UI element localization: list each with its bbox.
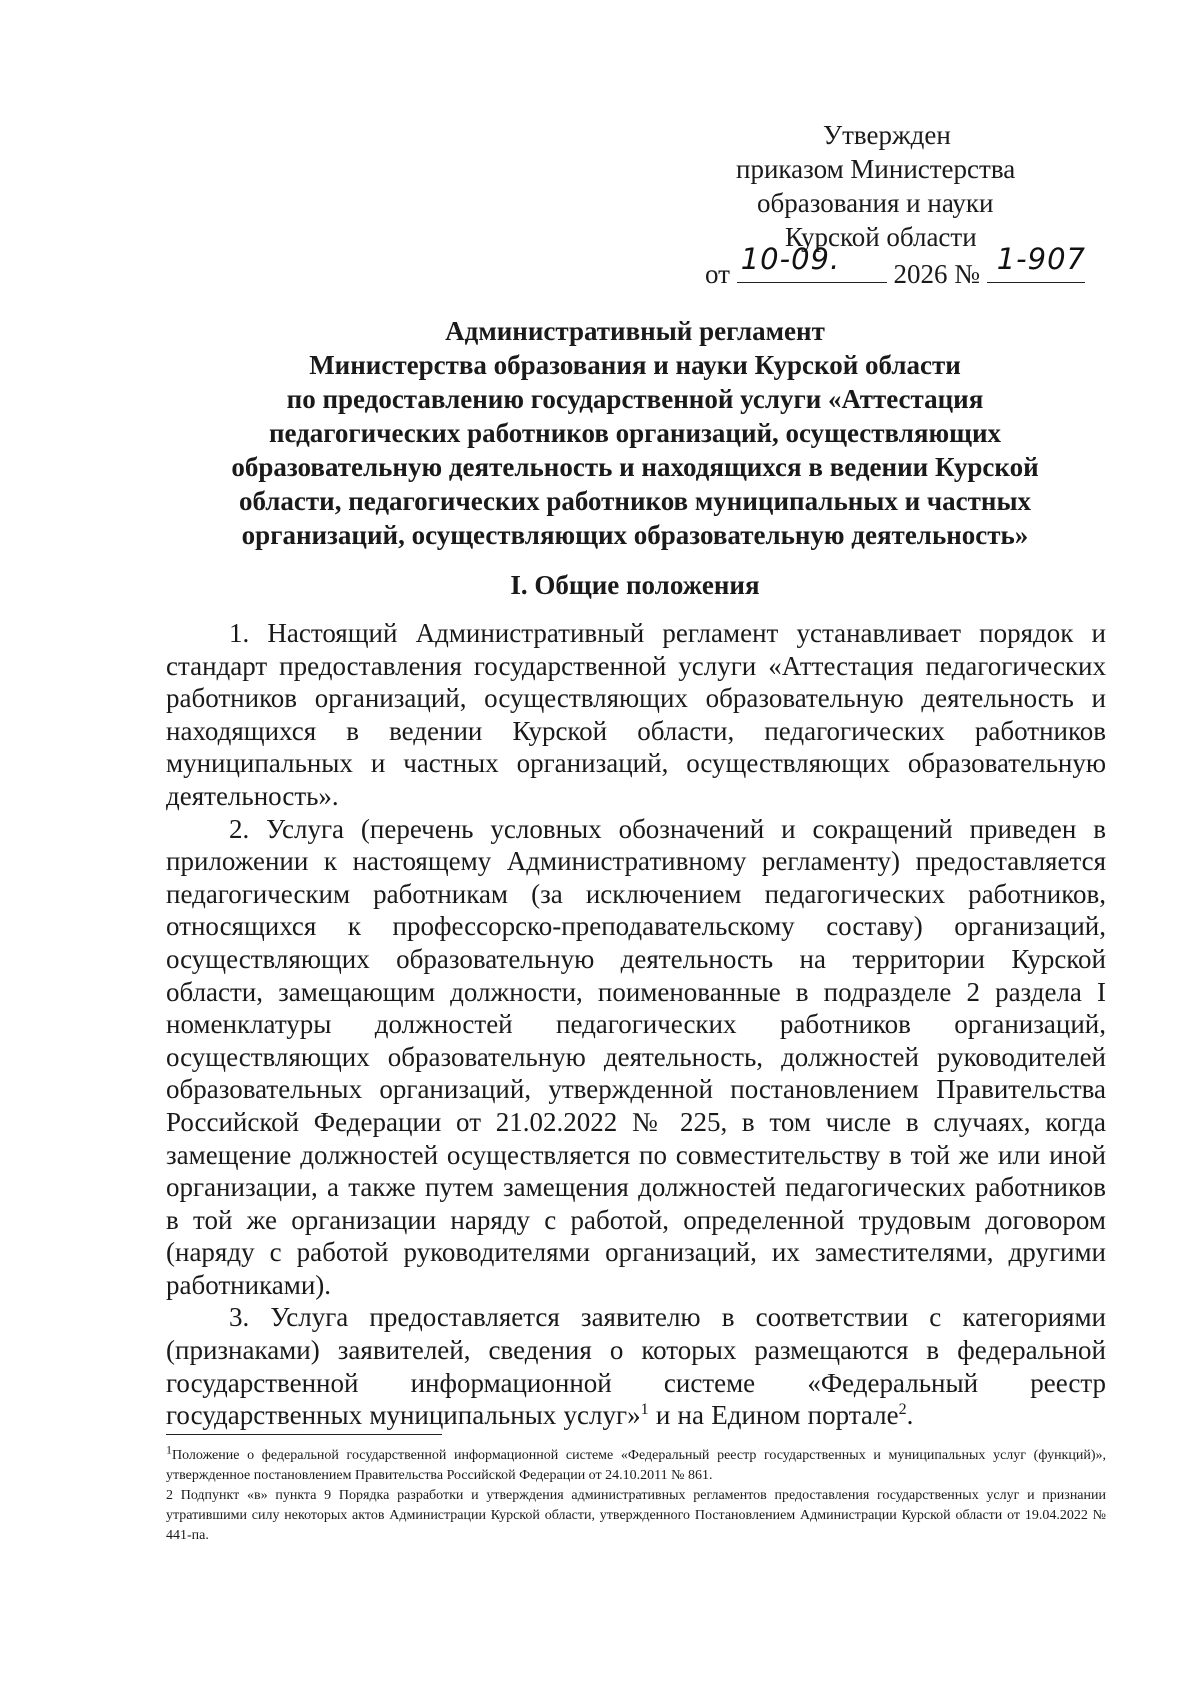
approval-line: Утвержден: [823, 120, 951, 150]
title-line: Министерства образования и науки Курской области: [309, 350, 961, 380]
paragraph-3-text: и на Едином портале: [648, 1400, 899, 1431]
number-field: [987, 242, 1086, 283]
title-line: по предоставлению государственной услуги «Аттестация: [286, 384, 984, 414]
date-prefix: от: [705, 259, 730, 289]
paragraph-3-end: .: [906, 1400, 914, 1431]
paragraph-2: 2. Услуга (перечень условных обозначений и сокращений приведен в приложении к настоящему Административному регламенту) предоставляется педагогическим работникам (за исключением педагогических работников, относящихся к профессорско-преподавательскому составу) организаций, осуществляющих образовательную деятельность на территории Курской области, замещающим должности, поименованные в подразделе 2 раздела I номенклатуры должностей педагогических работников организаций, осуществляющих образовательную деятельность, должностей руководителей образовательных организаций, утвержденной постановлением Правительства Российской Федерации от 21.02.2022 № 225, в том числе в случаях, когда замещение должностей осуществляется по совместительству в той же или иной организации, а также путем замещения должностей педагогических работников в той же организации наряду с работой, определенной трудовым договором (наряду с работой руководителями организаций, их заместителями, другими работниками).: [166, 813, 1106, 1300]
footnote-2: 2 Подпункт «в» пункта 9 Порядка разработки и утверждения административных регламентов предоставления государственных услуг и признании утратившими силу некоторых актов Администрации Курской области, утвержденного Постановлением Администрации Курской области от 19.04.2022 № 441-па.: [166, 1488, 1106, 1543]
approval-line: Курской области: [785, 222, 977, 252]
paragraph-3: [166, 1301, 1106, 1431]
title-line: организаций, осуществляющих образовательную деятельность»: [241, 520, 1029, 550]
title-line: педагогических работников организаций, осуществляющих: [268, 418, 1002, 448]
footnote-text: Положение о федеральной государственной информационной системе «Федеральный реестр государственных и муниципальных услуг (функций)», утвержденное постановлением Правительства Российской Федерации от 24.10.2011 № 861.: [166, 1448, 1106, 1483]
footnotes: [166, 1442, 1106, 1546]
approval-block: [640, 118, 1100, 291]
year-number-label: 2026 №: [893, 259, 980, 289]
footnote-ref: 2: [898, 1401, 907, 1419]
paragraph-1: 1. Настоящий Административный регламент устанавливает порядок и стандарт предоставления государственной услуги «Аттестация педагогических работников организаций, осуществляющих образовательную деятельность и находящихся в ведении Курской области, педагогических работников муниципальных и частных организаций, осуществляющих образовательную деятельность».: [166, 618, 1106, 811]
document-body: [166, 617, 1106, 1432]
document-title: [160, 314, 1110, 552]
approval-date-line: [705, 242, 1100, 291]
title-line: Административный регламент: [445, 316, 825, 346]
handwritten-number: 1-907: [996, 242, 1086, 276]
footnote-ref: 1: [640, 1401, 649, 1419]
approval-line: приказом Министерства: [736, 154, 1016, 184]
handwritten-date: 10-09.: [740, 242, 841, 276]
section-heading: I. Общие положения: [510, 570, 760, 600]
title-line: области, педагогических работников муниципальных и частных: [238, 486, 1032, 516]
footnote-divider: [166, 1434, 442, 1435]
approval-line: образования и науки: [757, 188, 994, 218]
footnote-1: [166, 1442, 1106, 1486]
date-field: [737, 242, 887, 283]
title-line: образовательную деятельность и находящихся в ведении Курской: [231, 452, 1039, 482]
footnote-mark: 1: [166, 1442, 172, 1457]
paragraph-3-text: 3. Услуга предоставляется заявителю в соответствии с категориями (признаками) заявителей, сведения о которых размещаются в федеральной государственной информационной системе «Федеральный реестр государственных муниципальных услуг»: [166, 1302, 1106, 1431]
